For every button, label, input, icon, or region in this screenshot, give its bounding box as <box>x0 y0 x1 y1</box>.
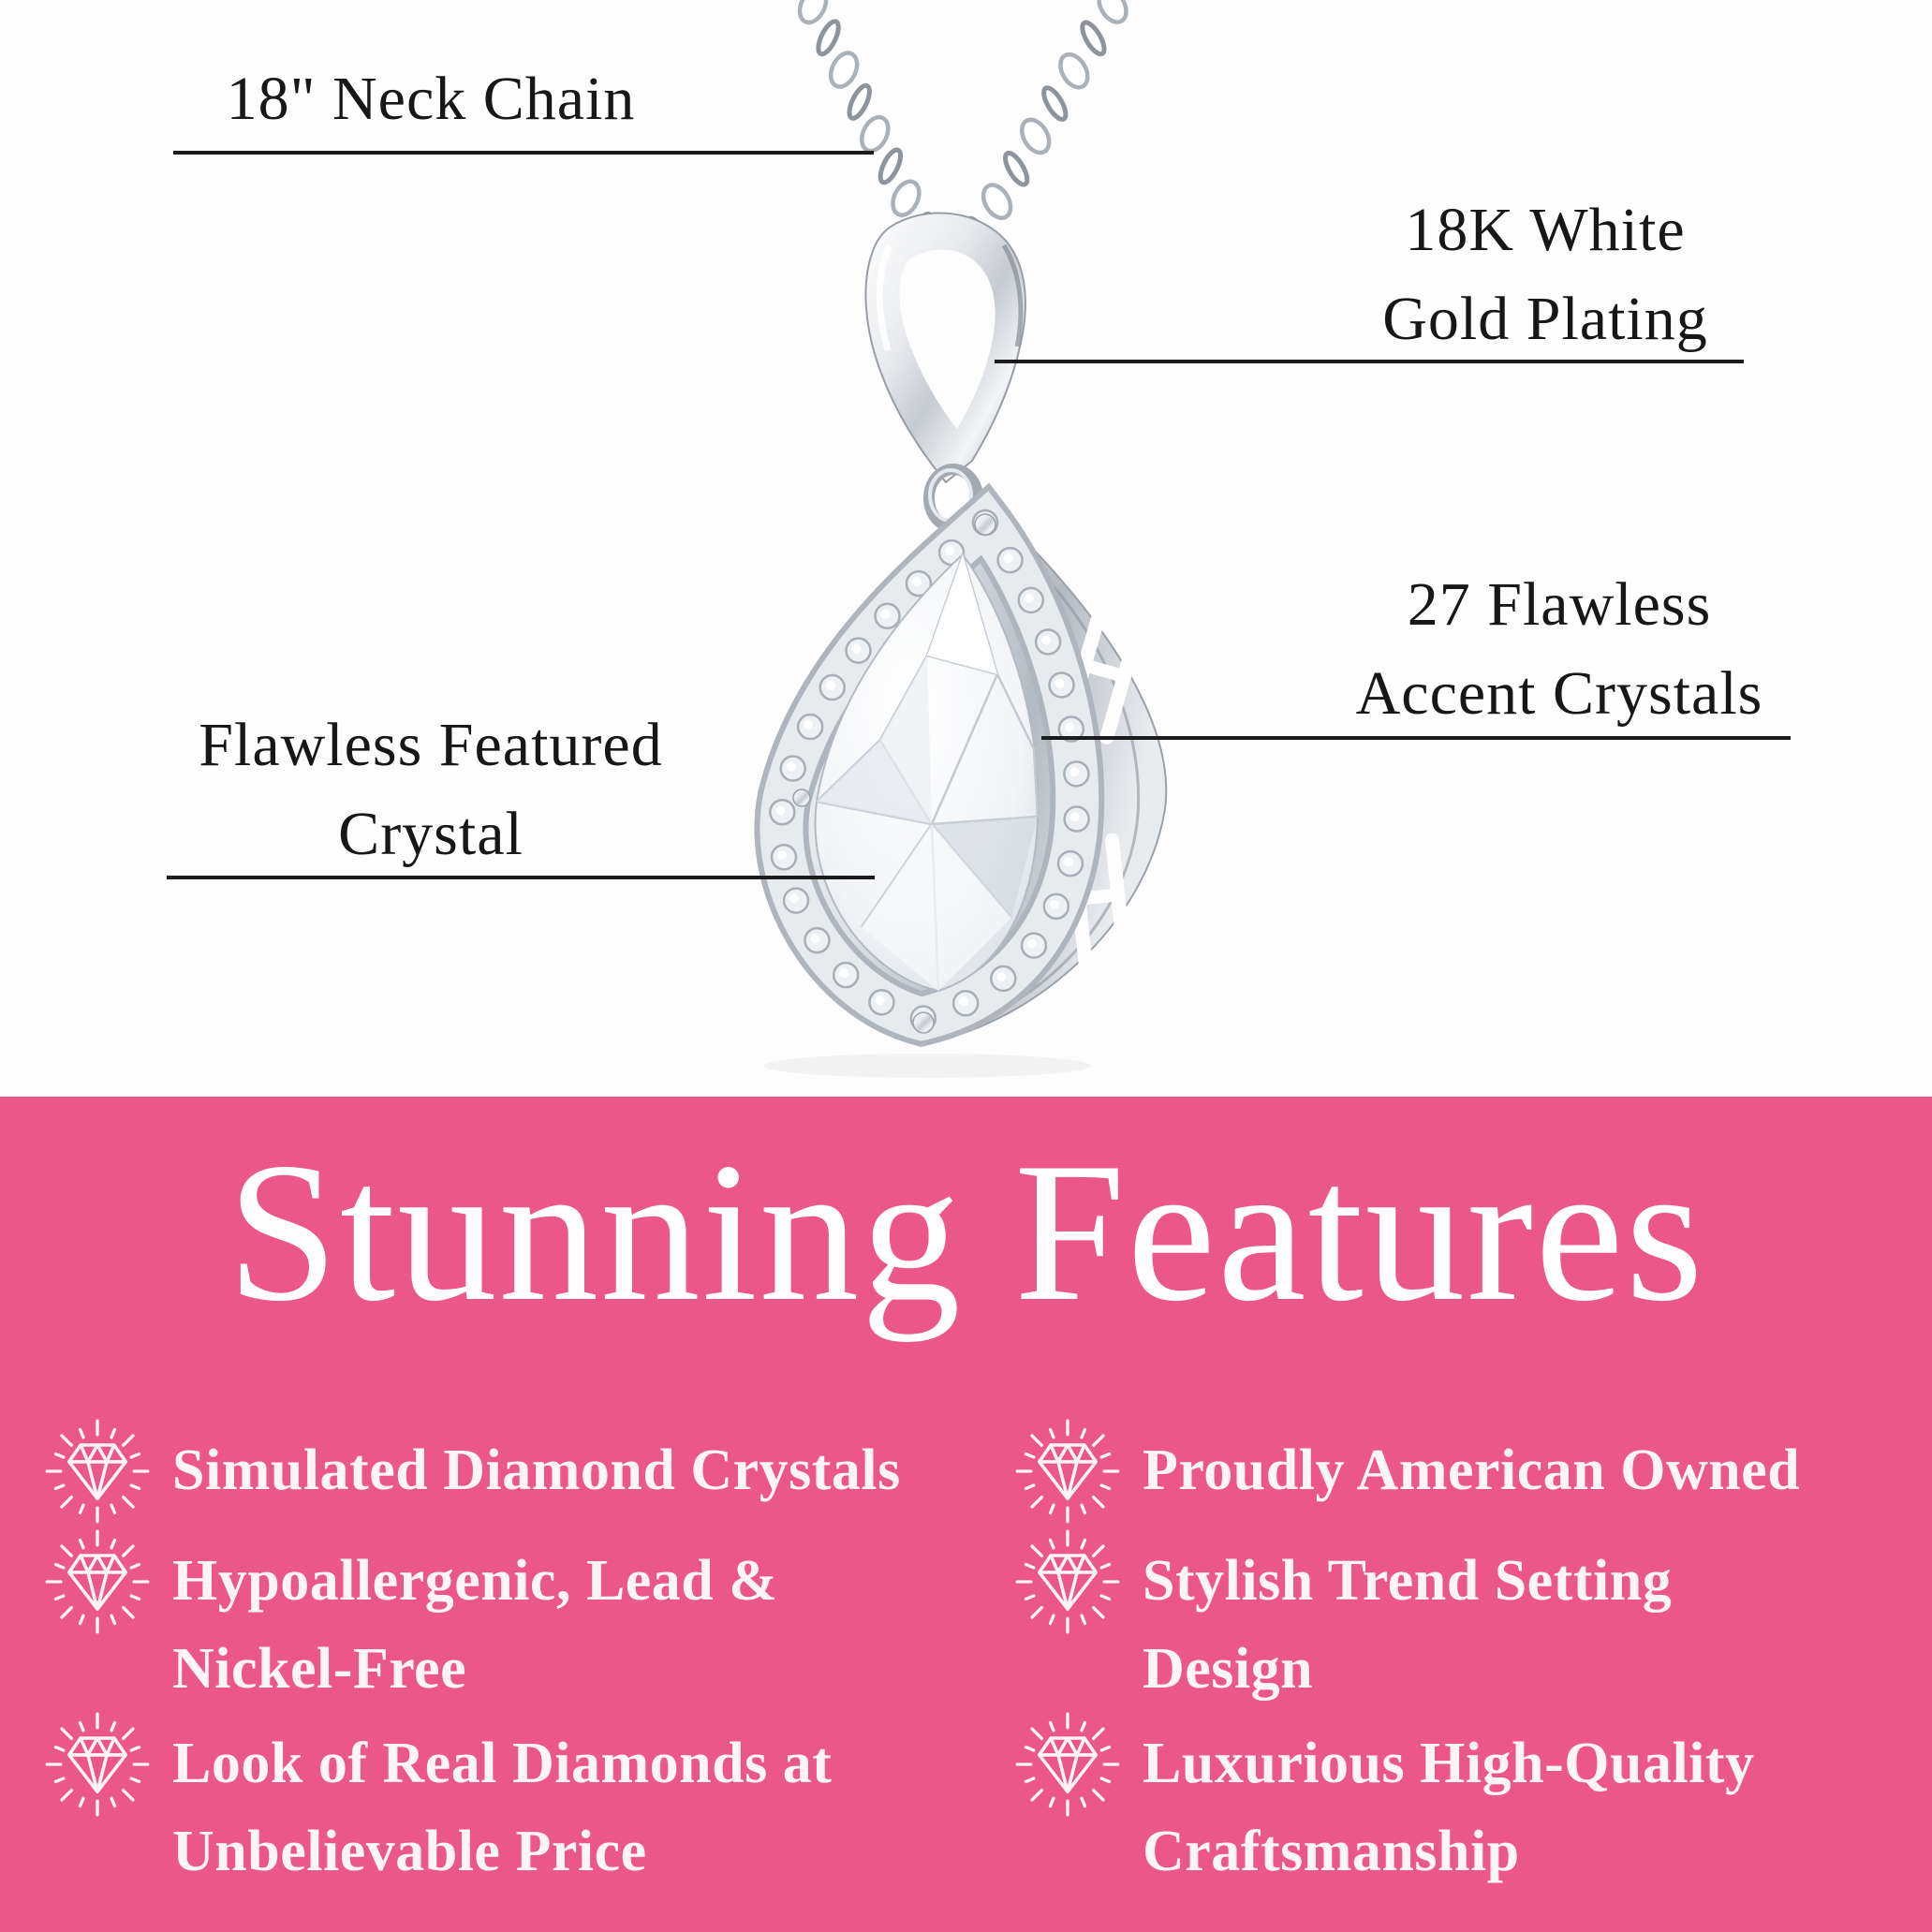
callout-neck-chain <box>103 54 759 143</box>
features-title: Stunning Features <box>227 1122 1705 1343</box>
feature-item-craftsmanship <box>1015 1719 1914 1895</box>
callout-leader-line <box>1041 736 1791 740</box>
sparkle-diamond-icon <box>1015 1419 1120 1524</box>
feature-text: Hypoallergenic, Lead & <box>172 1549 778 1613</box>
callout-text: Flawless Featured <box>199 711 663 779</box>
feature-text: Simulated Diamond Crystals <box>172 1438 901 1502</box>
sparkle-diamond-icon <box>45 1529 150 1634</box>
feature-item-american-owned <box>1015 1426 1914 1524</box>
feature-text: Nickel-Free <box>172 1637 467 1701</box>
feature-text: Luxurious High-Quality <box>1143 1732 1755 1795</box>
chain-right-strand <box>963 0 1132 253</box>
callout-text: 18K White <box>1405 196 1686 264</box>
feature-item-simulated-crystals <box>45 1426 944 1524</box>
feature-text: Stylish Trend Setting <box>1143 1549 1673 1613</box>
feature-text: Design <box>1143 1637 1314 1701</box>
callout-text: 18" Neck Chain <box>226 65 636 133</box>
callout-leader-line <box>167 876 875 879</box>
callout-gold-plating <box>1217 185 1873 363</box>
sparkle-diamond-icon <box>1015 1712 1120 1817</box>
feature-text: Look of Real Diamonds at <box>172 1732 833 1795</box>
callout-text: Accent Crystals <box>1355 659 1763 728</box>
sparkle-diamond-icon <box>45 1419 150 1524</box>
callout-leader-line <box>173 151 874 155</box>
callout-text: Crystal <box>338 800 524 868</box>
feature-item-hypoallergenic <box>45 1537 944 1713</box>
feature-text: Craftsmanship <box>1143 1820 1520 1883</box>
feature-text: Unbelievable Price <box>172 1820 647 1883</box>
feature-item-trend-design <box>1015 1537 1914 1713</box>
callout-featured-crystal <box>103 701 759 878</box>
pendant-bail <box>865 214 1025 482</box>
sparkle-diamond-icon <box>45 1712 150 1817</box>
pendant-shadow <box>763 1054 1091 1078</box>
chain-left-strand <box>794 0 936 249</box>
callout-accent-crystals <box>1231 560 1887 738</box>
callout-leader-line <box>995 360 1744 363</box>
sparkle-diamond-icon <box>1015 1529 1120 1634</box>
callout-text: 27 Flawless <box>1407 570 1712 639</box>
feature-text: Proudly American Owned <box>1143 1438 1801 1502</box>
feature-item-real-diamond-look <box>45 1719 944 1895</box>
necklace-pendant-image <box>524 0 1227 1086</box>
callout-text: Gold Plating <box>1382 285 1708 353</box>
features-section <box>0 1097 1932 1932</box>
